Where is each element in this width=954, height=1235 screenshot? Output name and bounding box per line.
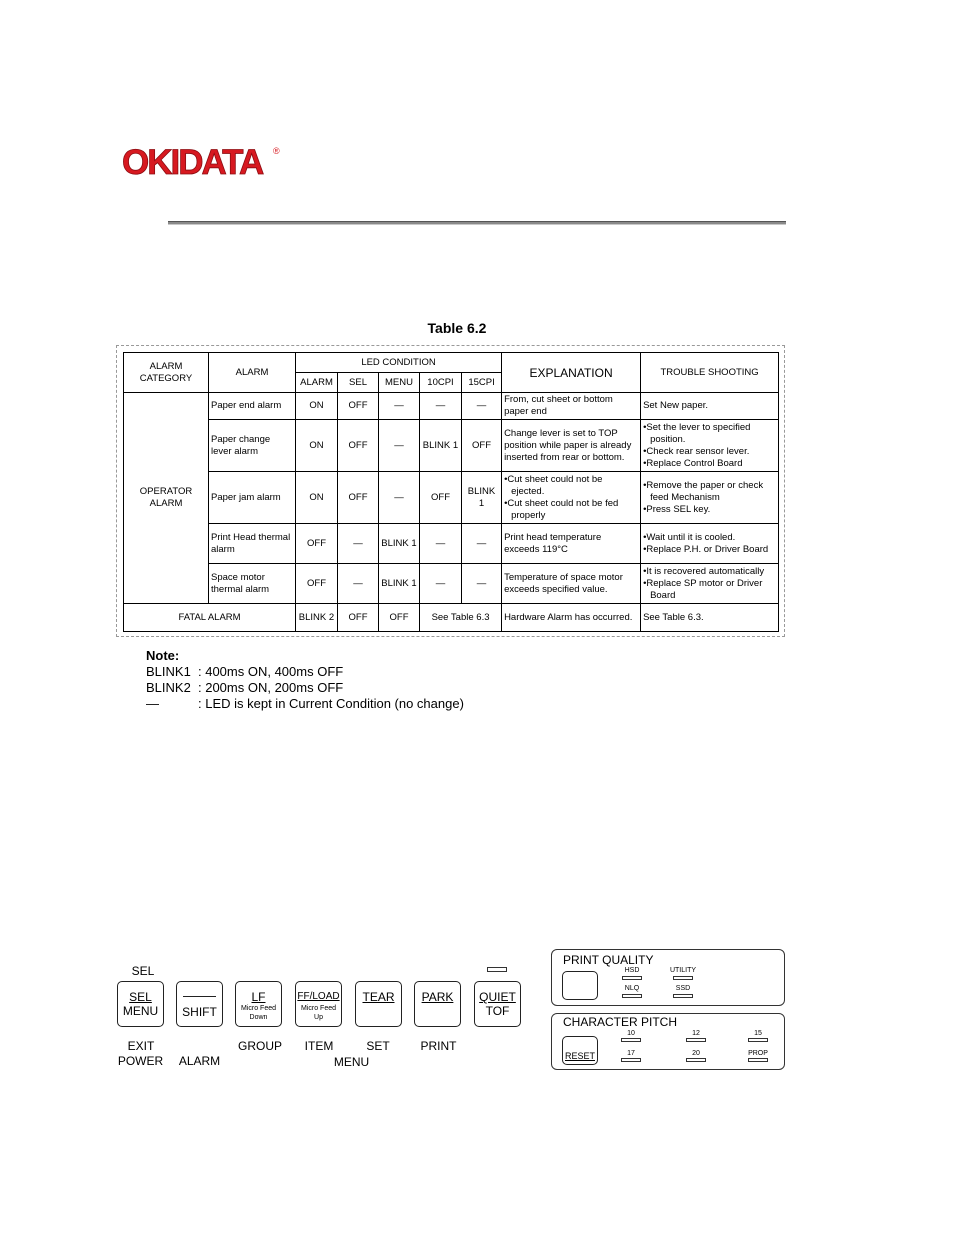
led-merged-value: See Table 6.3	[420, 604, 502, 632]
header-led-alarm: ALARM	[296, 373, 338, 393]
led-value: OFF	[462, 420, 502, 472]
table-row	[124, 524, 779, 564]
note-row	[146, 680, 464, 696]
led-value: —	[379, 472, 420, 524]
notes-title: Note:	[146, 648, 180, 663]
quiet-tof-key[interactable]	[474, 981, 521, 1027]
led-value: OFF	[379, 604, 420, 632]
logo-wordmark: OKIDATA	[122, 143, 263, 182]
quiet-led-indicator	[487, 967, 507, 972]
led-label-20: 20	[692, 1050, 700, 1057]
label-item: ITEM	[304, 1039, 334, 1053]
led-value: —	[462, 524, 502, 564]
key-top-label: PARK	[421, 990, 454, 1004]
trouble-item: • Replace SP motor or Driver Board	[643, 578, 776, 602]
key-bottom-label: SHIFT	[182, 1005, 217, 1019]
led-value: BLINK 1	[420, 420, 462, 472]
label-menu: MENU	[333, 1055, 370, 1069]
key-small-label: Micro Feed Up	[300, 1005, 336, 1021]
led-label-utility: UTILITY	[669, 967, 697, 974]
note-row	[146, 664, 464, 680]
label-group: GROUP	[237, 1039, 282, 1053]
note-row	[146, 696, 464, 712]
print-quality-key[interactable]	[562, 971, 598, 1000]
label-set: SET	[366, 1039, 390, 1053]
led-value: —	[379, 393, 420, 420]
reset-key-label: RESET	[564, 1051, 595, 1061]
pitch-17-led-indicator	[621, 1058, 641, 1062]
notes	[146, 648, 464, 712]
key-top-label: FF/LOAD	[297, 991, 340, 1002]
operator-alarm-category: OPERATOR ALARM	[124, 393, 209, 604]
pitch-20-led-indicator	[686, 1058, 706, 1062]
led-value: —	[379, 420, 420, 472]
shift-key[interactable]	[176, 981, 223, 1027]
reset-key[interactable]	[562, 1036, 598, 1065]
note-key: BLINK2	[146, 680, 191, 695]
led-label-ssd: SSD	[675, 985, 691, 992]
explanation-cell	[502, 472, 641, 524]
key-top-label: SEL	[129, 990, 152, 1004]
led-value: ON	[296, 420, 338, 472]
trouble-item: • Set the lever to specified position.	[643, 422, 776, 446]
led-value: —	[338, 524, 379, 564]
trouble-cell	[641, 472, 779, 524]
hsd-led-indicator	[622, 976, 642, 980]
table-row-fatal	[124, 604, 779, 632]
led-value: OFF	[296, 524, 338, 564]
alarm-name: Paper jam alarm	[209, 472, 296, 524]
sel-top-label: SEL	[131, 964, 155, 978]
trouble-cell	[641, 524, 779, 564]
explanation-cell: Hardware Alarm has occurred.	[502, 604, 641, 632]
led-value: BLINK 1	[462, 472, 502, 524]
led-label-10: 10	[627, 1030, 635, 1037]
alarm-name: Paper change lever alarm	[209, 420, 296, 472]
key-small-label: Micro Feed Down	[240, 1005, 276, 1021]
led-value: BLINK 2	[296, 604, 338, 632]
led-value: OFF	[338, 420, 379, 472]
label-power: POWER	[117, 1054, 164, 1068]
label-print: PRINT	[420, 1039, 457, 1053]
explanation-item: • Cut sheet could not be fed properly	[504, 498, 638, 522]
explanation-cell: Change lever is set to TOP position while paper is already inserted from rear or bottom.	[502, 420, 641, 472]
header-trouble-shooting: TROUBLE SHOOTING	[641, 353, 779, 393]
header-row-1	[124, 353, 779, 373]
led-value: BLINK 1	[379, 524, 420, 564]
header-alarm-category: ALARM CATEGORY	[124, 353, 209, 393]
header-led-15cpi: 15CPI	[462, 373, 502, 393]
trouble-item: • Wait until it is cooled.	[643, 532, 776, 544]
character-pitch-title: CHARACTER PITCH	[563, 1015, 678, 1029]
explanation-cell: Print head temperature exceeds 119°C	[502, 524, 641, 564]
key-top-label: QUIET	[479, 990, 516, 1004]
note-text: : 400ms ON, 400ms OFF	[198, 664, 344, 679]
led-value: —	[338, 564, 379, 604]
trouble-cell: Set New paper.	[641, 393, 779, 420]
led-value: OFF	[338, 604, 379, 632]
led-label-prop: PROP	[748, 1050, 768, 1057]
led-value: —	[420, 524, 462, 564]
led-label-nlq: NLQ	[624, 985, 640, 992]
table-row	[124, 393, 779, 420]
prop-led-indicator	[748, 1058, 768, 1062]
explanation-cell: From, cut sheet or bottom paper end	[502, 393, 641, 420]
trouble-item: • Replace Control Board	[643, 458, 776, 470]
trouble-item: • It is recovered automatically	[643, 566, 776, 578]
ssd-led-indicator	[673, 994, 693, 998]
trouble-item: • Press SEL key.	[643, 504, 776, 516]
led-value: OFF	[338, 472, 379, 524]
led-value: OFF	[420, 472, 462, 524]
led-value: —	[420, 564, 462, 604]
note-text: : LED is kept in Current Condition (no change)	[198, 696, 464, 711]
alarm-name: Space motor thermal alarm	[209, 564, 296, 604]
table-row	[124, 564, 779, 604]
alarm-name: Paper end alarm	[209, 393, 296, 420]
tear-key[interactable]	[355, 981, 402, 1027]
pitch-12-led-indicator	[686, 1038, 706, 1042]
key-top-label: LF	[251, 990, 266, 1004]
trouble-item: • Replace P.H. or Driver Board	[643, 544, 776, 556]
trouble-item: • Check rear sensor lever.	[643, 446, 776, 458]
header-rule	[168, 221, 786, 225]
utility-led-indicator	[673, 976, 693, 980]
note-text: : 200ms ON, 200ms OFF	[198, 680, 344, 695]
trouble-cell	[641, 564, 779, 604]
key-top-label: TEAR	[362, 990, 395, 1004]
okidata-logo	[121, 140, 291, 184]
led-label-15: 15	[754, 1030, 762, 1037]
sel-menu-key[interactable]	[117, 981, 164, 1027]
table-row	[124, 472, 779, 524]
header-led-sel: SEL	[338, 373, 379, 393]
alarm-name: Print Head thermal alarm	[209, 524, 296, 564]
pitch-15-led-indicator	[748, 1038, 768, 1042]
trouble-item: • Remove the paper or check feed Mechanism	[643, 480, 776, 504]
label-alarm: ALARM	[178, 1054, 221, 1068]
table-row	[124, 420, 779, 472]
led-value: ON	[296, 393, 338, 420]
led-value: OFF	[296, 564, 338, 604]
nlq-led-indicator	[622, 994, 642, 998]
led-value: ON	[296, 472, 338, 524]
led-label-17: 17	[627, 1050, 635, 1057]
pitch-10-led-indicator	[621, 1038, 641, 1042]
trouble-cell	[641, 420, 779, 472]
header-led-menu: MENU	[379, 373, 420, 393]
header-alarm: ALARM	[209, 353, 296, 393]
ff-load-key[interactable]	[295, 981, 342, 1027]
print-quality-title: PRINT QUALITY	[563, 953, 654, 967]
led-label-hsd: HSD	[624, 967, 640, 974]
explanation-item: • Cut sheet could not be ejected.	[504, 474, 638, 498]
led-value: —	[420, 393, 462, 420]
led-value: —	[462, 564, 502, 604]
note-key: —	[146, 696, 159, 711]
key-blank-line	[183, 996, 216, 997]
note-key: BLINK1	[146, 664, 191, 679]
header-led-condition: LED CONDITION	[296, 353, 502, 373]
led-label-12: 12	[692, 1030, 700, 1037]
key-bottom-label: MENU	[122, 1004, 159, 1018]
key-bottom-label: TOF	[485, 1004, 510, 1018]
led-value: —	[462, 393, 502, 420]
alarm-table	[123, 352, 779, 632]
lf-key[interactable]	[235, 981, 282, 1027]
label-exit: EXIT	[127, 1039, 155, 1053]
svg-text:®: ®	[273, 146, 280, 156]
explanation-cell: Temperature of space motor exceeds specified value.	[502, 564, 641, 604]
led-value: BLINK 1	[379, 564, 420, 604]
trouble-cell: See Table 6.3.	[641, 604, 779, 632]
led-value: OFF	[338, 393, 379, 420]
park-key[interactable]	[414, 981, 461, 1027]
fatal-alarm-name: FATAL ALARM	[124, 604, 296, 632]
header-led-10cpi: 10CPI	[420, 373, 462, 393]
header-explanation: EXPLANATION	[502, 353, 641, 393]
table-caption: Table 6.2	[427, 320, 487, 336]
